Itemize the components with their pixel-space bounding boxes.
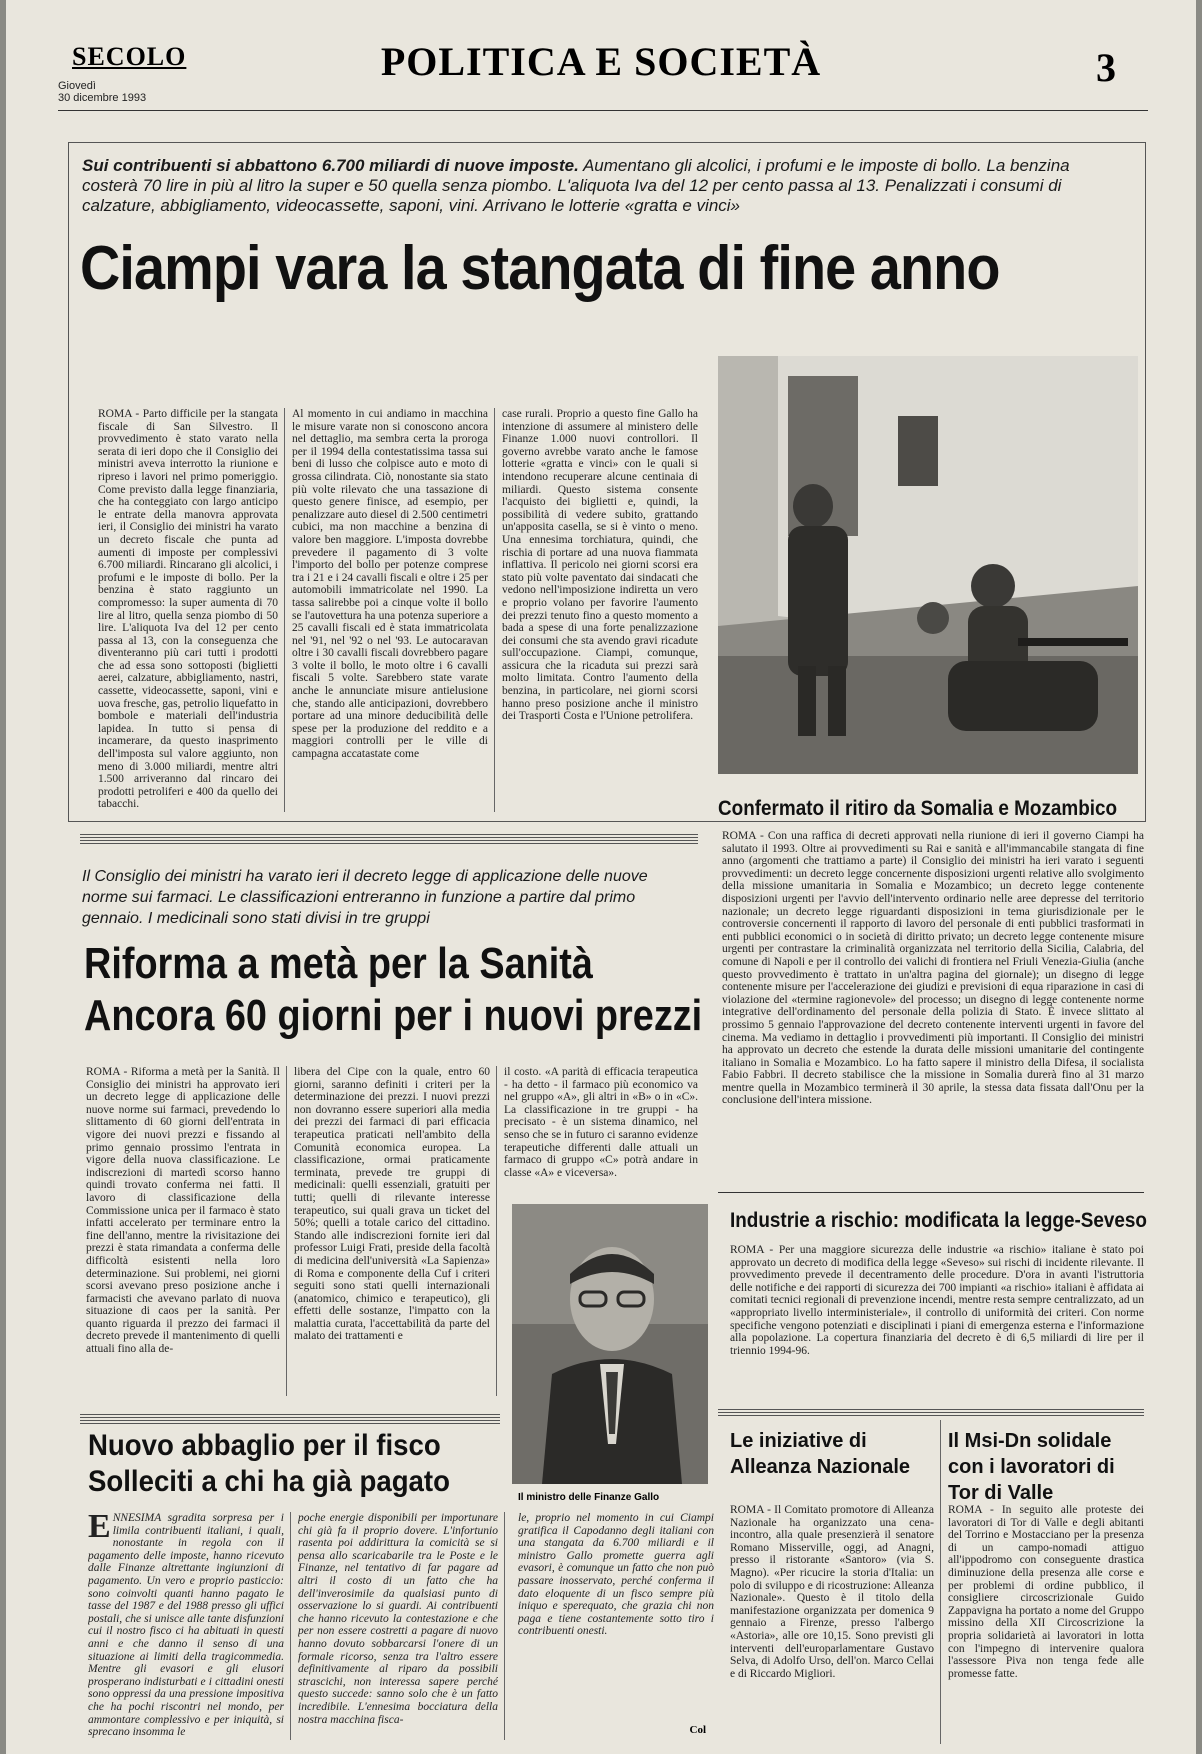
gallo-photo [512, 1204, 708, 1484]
fisco-column-3: le, proprio nel momento in cui Ciampi gratifica il Capodanno degli italiani con una stangata da 6.700 miliardi e il ministro Gallo promette guerra agli evasori, è comunque un fatto che non può passare inosservato, perché conferma il dato eloquente di un fisco sempre più iniquo e sperequato, che grazia chi non paga e tiene costantemente sotto tiro i contribuenti onesti. [518, 1512, 714, 1638]
msi-text: ROMA - In seguito alle proteste dei lavoratori di Tor di Valle e degli abitanti del Torrino e Mostacciano per la presenza di un campo-nomadi attiguo all'ippodromo con conseguente drastica diminuzione della presenza alle corse e per problemi di ordine pubblico, il consigliere circoscrizionale Guido Zappavigna ha portato a nome del Gruppo missino della XII Circoscrizione la propria solidarietà ai lavoratori in lotta con l'impegno di intervenire qualora l'assessore Piva non tenga fede alle promesse fatte. [948, 1504, 1144, 1680]
gallo-photo-art [512, 1204, 708, 1484]
sanita-column-3: il costo. «A parità di efficacia terapeutica - ha detto - il farmaco più economico va nel gruppo «A», gli altri in «B» o in «C». La classificazione in tre gruppi - ha precisato - è un sistema dinamico, nel senso che se in futuro ci saranno evidenze terapeutiche differenti dalle attuali un farmaco di gruppo «C» potrà andare in classe «A» e viceversa». [504, 1066, 698, 1179]
column-divider [496, 1066, 497, 1396]
seveso-text: ROMA - Per una maggiore sicurezza delle industrie «a rischio» italiane è stato poi approvato un decreto di modifica della legge «Seveso» sui rischi di incidente rilevante. Il provvedimento prevede il decentramento delle procedure. D'ora in avanti l'istruttoria delle notifiche e dei rapporti di sicurezza dei 700 impianti «a rischio» italiani è affidata ai comitati tecnici regionali di prevenzione incendi, mentre resta sempre centralizzato, ad un «appropriato livello interministeriale», il controllo di uniformità dei criteri. Con norme specifiche vengono potenziati e disciplinati i piani di emergenza esterna e l'informazione alla popolazione. La copertura finanziaria del decreto è di 6,5 miliardi di lire per il triennio 1994-96. [730, 1244, 1144, 1357]
sanita-column-2: libera del Cipe con la quale, entro 60 giorni, saranno definiti i criteri per la determinazione dei prezzi. I nuovi prezzi non dovranno essere superiori alla media dei prezzi dei farmaci di pari efficacia terapeutica praticati nell'ambito della Comunità economica europea. La classificazione, ormai praticamente terminata, prevede tre gruppi di medicinali: quelli essenziali, gratuiti per tutti; quelli di rilevante interesse terapeutico, sui quali grava un ticket del 50%; quelli a totale carico del cittadino. Stando alle indiscrezioni fornite ieri dal professor Luigi Frati, preside della facoltà di medicina dell'università «La Sapienza» di Roma e componente della Cuf i criteri seguiti sono stati quelli internazionali (anatomico, chimico e terapeutico), gli effetti delle sostanze, l'impatto con la malattia curata, l'accettabilità da parte del malato dei trattamenti e [294, 1066, 490, 1343]
masthead-rule [58, 110, 1148, 111]
sanita-headline-2: Ancora 60 giorni per i nuovi prezzi [84, 991, 703, 1040]
fisco-column-1 [88, 1512, 284, 1740]
lead-column-3: case rurali. Proprio a questo fine Gallo ha intenzione di assumere al ministero delle Finanze 1.000 nuovi controllori. Il governo avrebbe varato anche le famose lotterie «gratta e vinci» con le quali si intendono recuperare alcune centinaia di miliardi. Questo sistema consente l'acquisto dei biglietti e, quindi, la possibilità di vedere subito, grattando un'apposita casella, se si è vinto o meno. Una ennesima torchiatura, quindi, che rischia di portare ad una nuova fiammata inflattiva. Il pericolo nei giorni scorsi era stato più volte paventato dai sindacati che vedono nell'imposizione indiretta un vero e proprio volano per favorire l'aumento dei prezzi tenuto fino a questo momento a bada a spese di una forte penalizzazione dei consumi che sta avendo gravi ricadute sull'occupazione. Ciampi, comunque, assicura che la ricaduta sui prezzi sarà molto limitata. Contro l'aumento della benzina, in particolare, nei giorni scorsi hanno preso posizione anche il ministro dei Trasporti Costa e l'Unione petrolifera. [502, 408, 698, 723]
masthead-date: 30 dicembre 1993 [58, 92, 147, 104]
lead-column-2: Al momento in cui andiamo in macchina le misure varate non si conoscono ancora nel dettaglio, ma sembra certa la proroga per il 1994 della contestatissima tassa sui beni di lusso che colpisce auto e moto di grossa cilindrata. Ciò, nonostante sia stato più volte rilevato che una tassazione di questo genere finisce, ad esempio, per penalizzare auto diesel di 2.500 centimetri cubici, ma non macchine a benzina di valore ben maggiore. L'imposta dovrebbe prevedere il pagamento di 3 volte l'importo del bollo per potenze comprese tra i 21 e i 24 cavalli fiscali e oltre i 25 per automobili immatricolate nel 1990. La tassa salirebbe poi a cinque volte il bollo se l'autovettura ha una potenza superiore a 25 cavalli fiscali ed è stata immatricolata nel '91, nel '92 o nel '93. Le autocaravan oltre i 30 cavalli fiscali dovrebbero pagare 3 volte il bollo, le moto oltre i 6 cavalli fiscali 5 volte. Sarebbero state varate anche le annunciate misure antielusione che, stando alle anticipazioni, dovrebbero portare ad una minore deducibilità delle spese per la produzione del reddito e a maggiori controlli per le ville di campagna accatastate come [292, 408, 488, 761]
somalia-text: ROMA - Con una raffica di decreti approvati nella riunione di ieri il governo Ciampi ha salutato il 1993. Oltre ai provvedimenti su Rai e sanità e all'immancabile stangata di fine anno (argomenti che trattiamo a parte) il Consiglio dei ministri ha ieri varato i seguenti provvedimenti: un decreto legge concernente disposizioni urgenti relative allo svolgimento della missione umanitaria in Somalia e Mozambico; un decreto legge contenente disposizioni urgenti per l'avvio dell'intervento ordinario nelle aree depresse del territorio nazionale; un decreto legge riguardanti disposizioni in tema giurisdizionale per le controversie concernenti il rapporto di lavoro del personale di enti pubblici trasformati in enti pubblici economici o in società di diritto privato; un decreto legge contenente misure urgenti per contrastare la criminalità organizzata nel territorio della Sicilia, Calabria, del comune di Napoli e per il controllo dei valichi di frontiera nel Friuli Venezia-Giulia (anche questo provvedimento è trattato in un'altra pagina del giornale); un disegno di legge contenente misure per l'accelerazione dei giudizi e previsioni di equa riparazione in casi di violazione del «termine ragionevole» del processo; un disegno di legge contenente norme integrative dell'ordinamento del personale della polizia di Stato. È invece slittato al prossimo 5 gennaio l'approvazione del decreto contenente interventi urgenti in favore del cinema. Ma vediamo in dettaglio i provvedimenti più importanti. Il Consiglio dei ministri ha approvato un decreto che estende la durata delle missioni umanitarie del contingente italiano in Somalia e Mozambico. Lo ha fatto sapere il ministro della Difesa, il socialista Fabio Fabbri. Il decreto stabilisce che la missione in Somalia durerà fino al 31 marzo mentre quella in Mozambico terminerà il 30 aprile, la stessa data fissata dall'Onu per la conclusione dell'intera missione. [722, 830, 1144, 1107]
column-divider [940, 1420, 941, 1744]
seveso-headline: Industrie a rischio: modificata la legge-Seveso [730, 1209, 1147, 1232]
masthead-name: SECOLO [72, 42, 187, 71]
sanita-kicker: Il Consiglio dei ministri ha varato ieri il decreto legge di applicazione delle nuove norme sui farmaci. Le classificazioni entreranno in funzione a partire dal primo gennaio. I medicinali sono stati divisi in tre gruppi [82, 868, 648, 927]
lead-kicker [82, 156, 1082, 216]
lead-kicker-bold: Sui contribuenti si abbattono 6.700 miliardi di nuove imposte. [82, 156, 579, 175]
hatched-divider [80, 832, 698, 844]
column-divider [290, 1512, 291, 1740]
msi-headline: Il Msi-Dn solidale con i lavoratori di Tor di Valle [948, 1430, 1115, 1504]
soldiers-photo-art [718, 356, 1138, 774]
lead-kicker-text: Aumentano gli alcolici, i profumi e le imposte di bollo. La benzina costerà 70 lire in più al litro la super e 50 quella senza piombo. L'aliquota Iva del 12 per cento passa al 13. Penalizzati i consumi di calzature, abbigliamento, videocassette, saponi, vini. Arrivano le lotterie «gratta e vinci» [82, 156, 1070, 215]
fisco-signature: Col [689, 1724, 706, 1736]
column-divider [284, 408, 285, 812]
hatched-divider [718, 1408, 1144, 1416]
hatched-divider [80, 1412, 500, 1424]
alleanza-text: ROMA - Il Comitato promotore di Alleanza Nazionale ha organizzato una cena-incontro, alla quale presenzierà il senatore Romano Misserville, oggi, ad Anagni, presso il ristorante «Santoro» (via S. Magno). «Per ricucire la storia d'Italia: un polo di sviluppo e di ricostruzione: Alleanza Nazionale». Questo è il titolo della manifestazione organizzata per domenica 9 gennaio a Firenze, presso l'albergo «Astoria», alle ore 10,15. Sono previsti gli interventi dell'europarlamentare Gustavo Selva, di Adolfo Urso, dell'on. Marco Cellai e di Riccardo Migliori. [730, 1504, 934, 1680]
soldiers-photo [718, 356, 1138, 774]
alleanza-headline: Le iniziative di Alleanza Nazionale [730, 1430, 911, 1478]
gallo-photo-caption: Il ministro delle Finanze Gallo [518, 1492, 660, 1503]
section-title: POLITICA E SOCIETÀ [380, 39, 822, 84]
lead-headline: Ciampi vara la stangata di fine anno [80, 234, 1000, 303]
masthead-day: Giovedì [58, 80, 96, 92]
fisco-dropcap: E [88, 1512, 111, 1545]
section-rule [718, 1192, 1144, 1193]
lead-column-1: ROMA - Parto difficile per la stangata fiscale di San Silvestro. Il provvedimento è stato varato nella serata di ieri dopo che il Consiglio dei ministri aveva interrotto la riunione e ripreso i lavori nel primo pomeriggio. Come previsto dalla legge finanziaria, che ha conteggiato con largo anticipo le entrate della manovra approvata ieri, il Consiglio dei ministri ha varato un decreto fiscale che punta ad aumenti di imposte per complessivi 6.700 miliardi. Rincarano gli alcolici, i profumi e le imposte di bollo. Per la benzina è stato raggiunto un compromesso: la super aumenta di 70 lire al litro, quella senza piombo di 50 lire. L'aliquota Iva del 12 per cento passa al 13, con la conseguenza che diventeranno più cari tutti i prodotti che ad essa sono sottoposti (biglietti aerei, calzature, abbigliamento, nastri, cassette, videocassette, saponi, vini e uova fresche, gas, petrolio liquefatto in bombole e materiali dell'industria lapidea. In tutto si pensa di incamerare, da questo inasprimento dell'imposta sul valore aggiunto, non meno di 3.000 miliardi, mentre altri 1.500 arriveranno dal rincaro dei prodotti petroliferi e 400 da quello dei tabacchi. [98, 408, 278, 810]
newspaper-page [6, 0, 1196, 1754]
column-divider [286, 1066, 287, 1396]
fisco-headline-2: Solleciti a chi ha già pagato [88, 1465, 450, 1498]
fisco-headline-1: Nuovo abbaglio per il fisco [88, 1429, 441, 1462]
sanita-column-1: ROMA - Riforma a metà per la Sanità. Il Consiglio dei ministri ha approvato ieri un decreto legge di applicazione delle nuove norme sui farmaci, prevedendo lo slittamento di 60 giorni dell'entrata in vigore dei nuovi prezzi e fissando al primo gennaio prossimo l'entrata in vigore della nuova classificazione. Le indiscrezioni di martedì scorso hanno quindi trovato conferma nei fatti. Il lavoro di classificazione della Commissione unica per il farmaco è stato infatti accelerato per terminare entro la fine dell'anno, mentre la rivisitazione dei prezzi è stata rimandata a conferma delle difficoltà esistenti nella loro determinazione. Sui problemi, nei giorni scorsi avevano preso posizione anche i farmacisti che avevano parlato di nuova situazione di caos per la sanità. Per quanto riguarda il prezzo dei farmaci il decreto prevede il mantenimento di quelli attuali fino alla de- [86, 1066, 280, 1356]
column-divider [494, 408, 495, 812]
sanita-headline-1: Riforma a metà per la Sanità [84, 939, 593, 988]
fisco-column-1-text: NNESIMA sgradita sorpresa per i limila contribuenti italiani, i quali, nonostante in regola con il pagamento delle imposte, hanno ricevuto dalle Finanze altrettante ingiunzioni di pagamento. Un vero e proprio pasticcio: sono coinvolti quanti hanno pagato le tasse del 1987 e del 1988 presso gli uffici postali, che si unisce alle tante disfunzioni cui il nostro fisco ci ha abituati in questi anni e che danno il senso di una situazione ai limiti della tragicommedia. Mentre gli evasori e gli elusori prosperano indisturbati e i cittadini onesti sono oppressi da una pressione impositiva che ha pochi riscontri nel mondo, per ammontare complessivo e per iniquità, si sprecano insomma le [88, 1512, 284, 1739]
fisco-column-2: poche energie disponibili per importunare chi già fa il proprio dovere. L'infortunio rasenta poi addirittura la comicità se si pensa allo scaricabarile tra le Poste e le Finanze, nel tentativo di far pagare ad altri il costo di un fatto che ha dell'inverosimile da qualsiasi punto di osservazione lo si guardi. Ai contribuenti che hanno ricevuto la contestazione e che per non essere costretti a pagare di nuovo hanno dovuto sobbarcarsi l'onere di un formale ricorso, senza tra l'altro essere definitivamente al riparo da possibili strascichi, non interessa sapere perché questo succede: sanno solo che è un fatto incredibile. L'ennesima bocciatura della nostra macchina fisca- [298, 1512, 498, 1726]
somalia-headline: Confermato il ritiro da Somalia e Mozambico [718, 797, 1118, 820]
column-divider [504, 1512, 505, 1740]
page-number: 3 [1096, 45, 1116, 90]
